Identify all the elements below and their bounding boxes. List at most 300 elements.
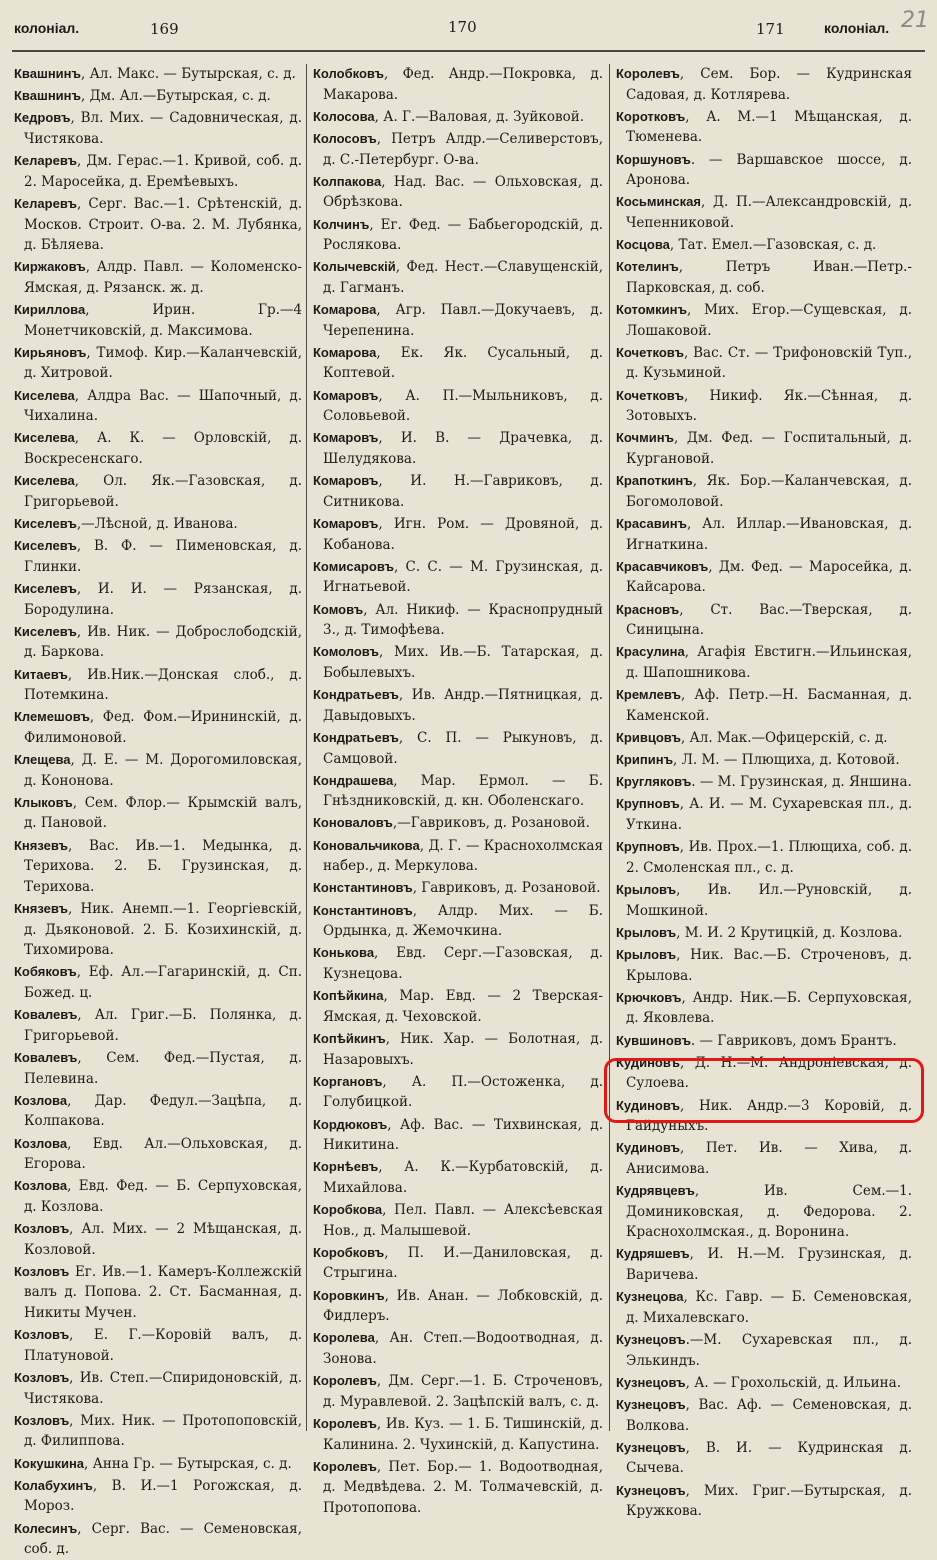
entry-details: , Пел. Павл. — Алексѣевская Нов., д. Малышевой. — [323, 1202, 603, 1239]
entry-surname: Крупновъ — [616, 796, 680, 812]
entry-details: . — Варшавское шоссе, д. Аронова. — [626, 151, 912, 189]
entry-details: , В. Ф. — Пименовская, д. Глинки. — [24, 538, 302, 575]
entry-details: , С. С. — М. Грузинская, д. Игнатьевой. — [323, 558, 603, 596]
directory-entry — [616, 945, 912, 986]
entry-surname: Котомкинъ — [616, 302, 687, 318]
entry-details: , Л. М. — Плющиха, д. Котовой. — [673, 752, 900, 769]
entry-surname: Киселевъ — [14, 580, 77, 596]
directory-entry — [313, 64, 603, 105]
entry-surname: Козлова — [14, 1092, 68, 1108]
directory-entry — [14, 1048, 302, 1089]
entry-details: , Як. Бор.—Каланчевская, д. Богомоловой. — [626, 473, 912, 510]
entry-surname: Королевъ — [313, 1458, 377, 1474]
entry-surname: Кузнецовъ — [616, 1439, 686, 1455]
entry-details: , Агафія Евстигн.—Ильинская, д. Шапошникова. — [626, 644, 912, 681]
entry-details: , Вас. Ив.—1. Медынка, д. Терихова. 2. Б. Грузинская, д. Терихова. — [24, 837, 302, 895]
entry-surname: Копѣйкинъ — [313, 1030, 386, 1046]
directory-entry — [313, 771, 603, 812]
page-number-left: 169 — [150, 20, 179, 38]
entry-surname: Келаревъ — [14, 153, 77, 169]
entry-surname: Королева — [313, 1330, 375, 1346]
entry-details: , Фед. Фом.—Ирининскій, д. Филимоновой. — [24, 709, 302, 746]
directory-entry — [313, 1286, 603, 1327]
entry-surname: Кузнецовъ — [616, 1374, 686, 1390]
directory-entry — [313, 257, 603, 298]
directory-entry — [616, 386, 912, 427]
directory-entry — [616, 107, 912, 148]
directory-entry — [14, 514, 302, 535]
directory-entry — [313, 1157, 603, 1198]
entry-details: , Вл. Мих. — Садовническая, д. Чистякова. — [24, 110, 302, 147]
entry-details: , А. П.—Остоженка, д. Голубицкой. — [323, 1073, 603, 1111]
directory-entry — [616, 300, 912, 341]
entry-details: .—М. Сухаревская пл., д. Элькиндъ. — [626, 1332, 912, 1369]
entry-details: , А. П.—Мыльниковъ, д. Соловьевой. — [323, 387, 603, 425]
entry-details: , Ив. Сем.—1. Доминиковская, д. Федорова. 2. Краснохолмская., д. Воронина. — [626, 1183, 912, 1241]
directory-entry — [616, 600, 912, 641]
directory-entry — [616, 1373, 912, 1394]
directory-entry — [14, 1219, 302, 1260]
page-number-right: 171 — [756, 20, 785, 38]
entry-surname: Кудряшевъ — [616, 1246, 690, 1262]
entry-details: , Мар. Ермол. — Б. Гнѣздниковскій, д. кн. Оболенскаго. — [323, 772, 603, 810]
entry-surname: Крючковъ — [616, 989, 682, 1005]
entry-details: , Мих. Ник. — Протопоповскій, д. Филиппова. — [24, 1412, 302, 1450]
entry-surname: Крапоткинъ — [616, 473, 693, 489]
directory-entry — [616, 150, 912, 191]
directory-entry — [14, 1005, 302, 1046]
entry-surname: Клещева — [14, 752, 71, 768]
entry-details: , Е. Г.—Коровій валъ, д. Платуновой. — [24, 1327, 302, 1364]
entry-details: , Пет. Ив. — Хива, д. Анисимова. — [626, 1140, 912, 1177]
entry-surname: Келаревъ — [14, 195, 77, 211]
directory-entry — [14, 899, 302, 961]
directory-entry — [14, 343, 302, 384]
entry-details: , Ив. Куз. — 1. Б. Тишинскій, д. Калинина. 2. Чухинскій, д. Капустина. — [323, 1416, 603, 1453]
directory-entry — [313, 386, 603, 427]
directory-entry — [313, 1200, 603, 1241]
directory-entry — [14, 1411, 302, 1452]
entry-details: , Гавриковъ, д. Розановой. — [412, 880, 601, 897]
entry-details: , Ив. Степ.—Спиридоновскій, д. Чистякова. — [24, 1370, 302, 1407]
entry-details: , Д. Е. — М. Дорогомиловская, д. Кононова. — [24, 752, 302, 789]
entry-surname: Кузнецовъ — [616, 1482, 686, 1498]
entry-surname: Коробковъ — [313, 1244, 385, 1260]
directory-entry — [14, 1091, 302, 1132]
entry-surname: Киселева — [14, 387, 75, 403]
entry-details: , Мих. Егор.—Сущевская, д. Лошаковой. — [626, 302, 912, 339]
entry-details: , Дм. Фед. — Госпитальный, д. Кургановой. — [626, 430, 912, 468]
directory-entry — [14, 1368, 302, 1409]
entry-details: , Ник. Андр.—3 Коровій, д. Гайдуныхъ. — [626, 1097, 912, 1135]
entry-surname: Кудрявцевъ — [616, 1183, 695, 1199]
entry-details: , Дм. Фед. — Маросейка, д. Кайсарова. — [626, 558, 912, 596]
entry-details: , Аф. Вас. — Тихвинская, д. Никитина. — [323, 1116, 603, 1154]
directory-entry — [14, 1325, 302, 1366]
directory-entry — [14, 665, 302, 706]
entry-details: , Дм. Ал.—Бутырская, с. д. — [81, 88, 271, 105]
entry-surname: Козлова — [14, 1178, 68, 1194]
directory-entry — [14, 793, 302, 834]
entry-surname: Красавинъ — [616, 516, 688, 531]
directory-entry — [313, 300, 603, 341]
directory-entry — [14, 86, 302, 107]
directory-entry — [616, 880, 912, 921]
entry-surname: Корнѣевъ — [313, 1159, 379, 1175]
entry-surname: Коробкова — [313, 1202, 383, 1218]
entry-details: , Петръ Алдр.—Селиверстовъ, д. С.-Петербург. О-ва. — [323, 130, 603, 168]
entry-details: , Тимоф. Кир.—Каланчевскій, д. Хитровой. — [24, 344, 302, 382]
entry-surname: Королевъ — [313, 1373, 377, 1389]
entry-details: , Агр. Павл.—Докучаевъ, д. Черепенина. — [323, 302, 603, 339]
directory-entry — [14, 750, 302, 791]
directory-entry — [313, 172, 603, 213]
entry-details: , И. В. — Драчевка, д. Шелудякова. — [323, 430, 603, 468]
entry-details: , Пет. Бор.— 1. Водоотводная, д. Медвѣдева. 2. М. Толмачевскій, д. Протопопова. — [323, 1458, 603, 1516]
entry-surname: Коротковъ — [616, 108, 686, 124]
entry-surname: Котелинъ — [616, 259, 679, 275]
directory-entry — [616, 235, 912, 256]
entry-surname: Кочминъ — [616, 430, 675, 446]
entry-surname: Коргановъ — [313, 1073, 383, 1089]
directory-entry — [616, 1395, 912, 1436]
directory-entry — [313, 1243, 603, 1284]
entry-surname: Копѣйкина — [313, 988, 384, 1004]
entry-details: , И. Н.—Гавриковъ, д. Ситникова. — [323, 473, 603, 510]
archive-mark: 21 — [901, 8, 929, 33]
entry-surname: Комоловъ — [313, 644, 379, 660]
entry-surname: Киселева — [14, 473, 75, 489]
directory-entry — [14, 471, 302, 512]
directory-entry — [313, 1072, 603, 1113]
entry-surname: Комаровъ — [313, 430, 379, 446]
entry-surname: Кузнецова — [616, 1289, 684, 1305]
entry-surname: Колосовъ — [313, 130, 377, 146]
entry-details: , В. И.—1 Рогожская, д. Мороз. — [24, 1477, 302, 1515]
entry-details: , Ал. Макс. — Бутырская, с. д. — [81, 66, 296, 82]
entry-details: , Кс. Гавр. — Б. Семеновская, д. Михалевскаго. — [626, 1289, 912, 1326]
directory-entry — [313, 943, 603, 984]
entry-surname: Кокушкина — [14, 1455, 85, 1471]
entry-details: , Фед. Андр.—Покровка, д. Макарова. — [323, 66, 603, 103]
entry-surname: Киржаковъ — [14, 259, 86, 275]
entry-surname: Клемешовъ — [14, 709, 90, 725]
entry-details: , Евд. Серг.—Газовская, д. Кузнецова. — [323, 945, 603, 982]
entry-surname: Комисаровъ — [313, 558, 394, 574]
entry-surname: Киселева — [14, 430, 75, 446]
entry-details: , И. Н.—М. Грузинская, д. Варичева. — [626, 1246, 912, 1284]
directory-entry — [616, 1181, 912, 1243]
directory-entry — [313, 215, 603, 256]
entry-surname: Кириллова — [14, 302, 86, 318]
entry-surname: Козловъ — [14, 1263, 70, 1279]
entry-details: , Ол. Як.—Газовская, д. Григорьевой. — [24, 473, 302, 510]
entry-details: ,—Лѣсной, д. Иванова. — [76, 516, 238, 532]
entry-details: , Евд. Ал.—Ольховская, д. Егорова. — [24, 1135, 302, 1173]
entry-details: , С. П. — Рыкуновъ, д. Самцовой. — [323, 729, 603, 767]
entry-surname: Князевъ — [14, 901, 69, 917]
directory-entry — [14, 579, 302, 620]
entry-details: , И. И. — Рязанская, д. Бородулина. — [24, 580, 302, 618]
directory-entry — [313, 1457, 603, 1519]
column-3 — [616, 64, 912, 1520]
header-rule — [12, 50, 925, 52]
entry-details: , Тат. Емел.—Газовская, с. д. — [669, 237, 877, 254]
directory-entry — [313, 986, 603, 1027]
entry-details: . — М. Грузинская, д. Яншина. — [691, 774, 912, 791]
entry-surname: Козловъ — [14, 1221, 70, 1237]
directory-entry — [313, 642, 603, 683]
entry-details: , А. И. — М. Сухаревская пл., д. Уткина. — [626, 796, 912, 834]
entry-details: , Ал. Никиф. — Краснопрудный 3., д. Тимофѣева. — [323, 601, 603, 639]
column-2 — [313, 64, 603, 1516]
directory-entry — [616, 923, 912, 944]
entry-details: , А. К.—Курбатовскій, д. Михайлова. — [323, 1159, 603, 1196]
directory-entry — [313, 471, 603, 512]
entry-details: , Ник. Вас.—Б. Строченовъ, д. Крылова. — [626, 947, 912, 984]
entry-surname: Косцова — [616, 237, 670, 253]
entry-surname: Ковалевъ — [14, 1049, 78, 1065]
directory-entry — [616, 428, 912, 469]
entry-surname: Комарова — [313, 344, 377, 360]
directory-entry — [313, 107, 603, 128]
entry-surname: Кувшиновъ — [616, 1032, 691, 1048]
directory-entry — [14, 64, 302, 85]
entry-surname: Кузнецовъ — [616, 1332, 686, 1348]
entry-surname: Китаевъ — [14, 666, 68, 682]
entry-details: , Алдра Вас. — Шапочный, д. Чихалина. — [24, 387, 302, 425]
directory-entry — [14, 386, 302, 427]
column-divider-2 — [609, 64, 610, 1431]
directory-entry — [14, 962, 302, 1003]
entry-surname: Колчинъ — [313, 216, 370, 232]
directory-entry — [616, 750, 912, 771]
directory-entry — [313, 1328, 603, 1369]
directory-entry — [313, 1371, 603, 1412]
entry-surname: Колпакова — [313, 173, 382, 189]
entry-surname: Колесинъ — [14, 1520, 78, 1536]
entry-surname: Конькова — [313, 945, 375, 961]
entry-details: , Дм. Серг.—1. Б. Строченовъ, д. Муравлевой. 2. Зацѣпскій валъ, с. д. — [323, 1373, 603, 1410]
directory-entry — [14, 1134, 302, 1175]
entry-surname: Красновъ — [616, 601, 680, 617]
entry-surname: Кудиновъ — [616, 1054, 681, 1070]
directory-entry — [313, 600, 603, 641]
entry-surname: Крыловъ — [616, 924, 677, 940]
entry-surname: Кремлевъ — [616, 687, 682, 703]
entry-surname: Козловъ — [14, 1370, 70, 1386]
entry-surname: Козлова — [14, 1135, 68, 1151]
entry-surname: Королевъ — [616, 66, 680, 81]
entry-surname: Кедровъ — [14, 110, 71, 126]
directory-entry — [616, 1481, 912, 1522]
entry-details: , Еф. Ал.—Гагаринскій, д. Сп. Божед. ц. — [24, 964, 302, 1001]
entry-surname: Константиновъ — [313, 902, 413, 918]
directory-entry — [14, 622, 302, 663]
entry-surname: Коновальчикова — [313, 837, 420, 853]
page-header — [8, 8, 929, 44]
entry-surname: Кудиновъ — [616, 1140, 681, 1156]
entry-surname: Колычевскій — [313, 259, 396, 275]
entry-details: , Над. Вас. — Ольховская, д. Обрѣзкова. — [323, 173, 603, 211]
entry-details: , В. И. — Кудринская д. Сычева. — [626, 1439, 912, 1477]
entry-details: , Андр. Ник.—Б. Серпуховская, д. Яковлева. — [626, 989, 912, 1027]
entry-surname: Константиновъ — [313, 880, 413, 896]
entry-surname: Коноваловъ — [313, 815, 393, 831]
directory-entry — [313, 901, 603, 942]
entry-surname: Киселевъ — [14, 623, 77, 639]
entry-details: , А. Г.—Валовая, д. Зуйковой. — [374, 108, 585, 125]
directory-entry — [616, 794, 912, 835]
directory-entry — [313, 343, 603, 384]
entry-surname: Кордюковъ — [313, 1116, 388, 1132]
entry-details: , Ив. Ил.—Руновскій, д. Мошкиной. — [626, 882, 912, 919]
directory-entry — [616, 642, 912, 683]
entry-details: , Сем. Бор. — Кудринская Садовая, д. Котлярева. — [626, 66, 912, 103]
directory-entry — [313, 685, 603, 726]
entry-surname: Крупновъ — [616, 839, 680, 855]
entry-surname: Королевъ — [313, 1416, 377, 1431]
entry-surname: Квашнинъ — [14, 88, 81, 104]
entry-details: , Мих. Ив.—Б. Татарская, д. Бобылевыхъ. — [323, 644, 603, 681]
entry-surname: Киселевъ — [14, 516, 77, 531]
directory-entry — [313, 878, 603, 899]
entry-details: , Ан. Степ.—Водоотводная, д. Зонова. — [323, 1330, 603, 1368]
page-number-center: 170 — [448, 18, 477, 36]
directory-entry — [313, 728, 603, 769]
entry-surname: Кирьяновъ — [14, 344, 87, 360]
entry-surname: Кругляковъ — [616, 774, 692, 790]
entry-surname: Крыловъ — [616, 947, 677, 962]
entry-surname: Колабухинъ — [14, 1477, 93, 1493]
directory-entry — [14, 1262, 302, 1324]
entry-surname: Кузнецовъ — [616, 1397, 686, 1412]
entry-details: , Ал. Иллар.—Ивановская, д. Игнаткина. — [626, 516, 912, 553]
entry-details: , Ник. Анемп.—1. Георгіевскій, д. Дьяконовой. 2. Б. Козихинскій, д. Тихомирова. — [24, 901, 302, 959]
entry-details: . — Гавриковъ, домъ Брантъ. — [690, 1032, 897, 1049]
entry-details: , Серг. Вас. — Семеновская, соб. д. — [24, 1520, 302, 1558]
entry-details: , А. М.—1 Мѣщанская, д. Тюменева. — [626, 108, 912, 146]
entry-surname: Коршуновъ — [616, 151, 691, 167]
directory-entry — [14, 1176, 302, 1217]
entry-details: ,—Гавриковъ, д. Розановой. — [392, 815, 590, 832]
entry-details: , Вас. Аф. — Семеновская, д. Волкова. — [626, 1397, 912, 1434]
directory-entry — [14, 1454, 302, 1475]
entry-details: , Ирин. Гр.—4 Монетчиковскій, д. Максимова. — [24, 302, 302, 339]
entry-surname: Крыловъ — [616, 882, 677, 898]
entry-details: , Ив. Анан. — Лобковскій, д. Фидлеръ. — [323, 1287, 603, 1325]
entry-details: , Аф. Петр.—Н. Басманная, д. Каменской. — [626, 687, 912, 724]
entry-details: , Евд. Фед. — Б. Серпуховская, д. Козлова. — [24, 1178, 302, 1215]
entry-surname: Кривцовъ — [616, 729, 681, 745]
directory-entry — [616, 1287, 912, 1328]
entry-surname: Ковалевъ — [14, 1007, 78, 1023]
entry-details: , Ив. Ник. — Доброслободскій, д. Баркова. — [24, 623, 302, 661]
entry-surname: Киселевъ — [14, 538, 77, 554]
entry-surname: Козловъ — [14, 1327, 70, 1343]
entry-details: , А. — Грохольскій, д. Ильина. — [685, 1374, 902, 1391]
entry-details: , Ек. Як. Сусальный, д. Коптевой. — [323, 344, 603, 382]
entry-details: , Ив.Ник.—Донская слоб., д. Потемкина. — [24, 666, 302, 704]
directory-entry — [313, 1029, 603, 1070]
entry-surname: Косьминская — [616, 194, 701, 210]
directory-entry — [14, 151, 302, 192]
entry-surname: Коровкинъ — [313, 1287, 385, 1303]
directory-entry — [616, 64, 912, 105]
entry-surname: Квашнинъ — [14, 66, 81, 81]
directory-entry — [616, 471, 912, 512]
entry-surname: Кобяковъ — [14, 964, 77, 980]
directory-entry — [616, 837, 912, 878]
entry-surname: Красавчиковъ — [616, 558, 709, 574]
entry-details: , Сем. Фед.—Пустая, д. Пелевина. — [24, 1049, 302, 1087]
directory-entry — [616, 514, 912, 555]
entry-surname: Кондрашева — [313, 772, 394, 788]
entry-surname: Кудиновъ — [616, 1097, 681, 1113]
entry-details: , Дм. Герас.—1. Кривой, соб. д. 2. Маросейка, д. Еремѣевыхъ. — [24, 153, 302, 190]
entry-surname: Комаровъ — [313, 473, 379, 489]
entry-details: , Вас. Ст. — Трифоновскій Туп., д. Кузьминой. — [626, 344, 912, 382]
entry-details: , Ал. Мак.—Офицерскій, с. д. — [680, 729, 888, 746]
entry-surname: Комарова — [313, 302, 377, 318]
entry-details: , Анна Гр. — Бутырская, с. д. — [84, 1455, 292, 1472]
entry-details: , Ив. Прох.—1. Плющиха, соб. д. 2. Смоленская пл., с. д. — [626, 839, 912, 876]
entry-surname: Кочетковъ — [616, 344, 684, 360]
entry-details: , Алдр. Мих. — Б. Ордынка, д. Жемочкина. — [323, 902, 603, 940]
directory-entry — [14, 300, 302, 341]
entry-surname: Крипинъ — [616, 752, 674, 768]
entry-details: , Ал. Григ.—Б. Полянка, д. Григорьевой. — [24, 1007, 302, 1044]
entry-details: , Фед. Нест.—Славущенскій, д. Гагманъ. — [323, 259, 603, 296]
section-label-right: колоніал. — [824, 20, 890, 36]
entry-surname: Комаровъ — [313, 387, 379, 403]
column-1 — [14, 64, 302, 1558]
entry-surname: Красулина — [616, 644, 685, 660]
entry-surname: Кондратьевъ — [313, 687, 399, 703]
directory-entry — [616, 343, 912, 384]
column-divider-1 — [306, 64, 307, 1431]
directory-entry — [313, 1414, 603, 1455]
directory-entry — [14, 707, 302, 748]
entry-details: Ег. Ив.—1. Камеръ-Коллежскій валъ д. Попова. 2. Ст. Басманная, д. Никиты Мучен. — [24, 1263, 302, 1322]
directory-entry — [14, 1476, 302, 1517]
directory-entry-highlighted — [616, 1138, 912, 1179]
entry-surname: Князевъ — [14, 837, 69, 853]
directory-entry — [14, 836, 302, 898]
directory-entry — [616, 192, 912, 233]
entry-details: , Алдр. Павл. — Коломенско-Ямская, д. Рязанск. ж. д. — [24, 259, 302, 296]
entry-details: , Серг. Вас.—1. Срѣтенскій, д. Москов. Строит. О-ва. 2. М. Лубянка, д. Бѣляева. — [24, 195, 302, 254]
entry-details: , Ег. Фед. — Бабьегородскій, д. Рослякова. — [323, 216, 603, 254]
entry-details: , Ник. Хар. — Болотная, д. Назаровыхъ. — [323, 1030, 603, 1068]
entry-surname: Колобковъ — [313, 66, 385, 81]
entry-details: , Мар. Евд. — 2 Тверская-Ямская, д. Чеховской. — [323, 988, 603, 1025]
directory-entry — [313, 428, 603, 469]
directory-entry — [14, 257, 302, 298]
entry-details: , М. И. 2 Крутицкій, д. Козлова. — [676, 924, 903, 941]
entry-details: , Д. П.—Александровскій, д. Чепенниковой. — [626, 194, 912, 231]
directory-entry — [313, 557, 603, 598]
directory-entry — [616, 772, 912, 793]
directory-entry — [616, 1438, 912, 1479]
entry-details: , Петръ Иван.—Петр.-Парковская, д. соб. — [626, 259, 912, 296]
directory-entry — [616, 728, 912, 749]
entry-surname: Комовъ — [313, 601, 364, 617]
directory-entry — [313, 129, 603, 170]
entry-details: , П. И.—Даниловская, д. Стрыгина. — [323, 1244, 603, 1282]
entry-surname: Комаровъ — [313, 516, 379, 531]
directory-entry — [313, 514, 603, 555]
